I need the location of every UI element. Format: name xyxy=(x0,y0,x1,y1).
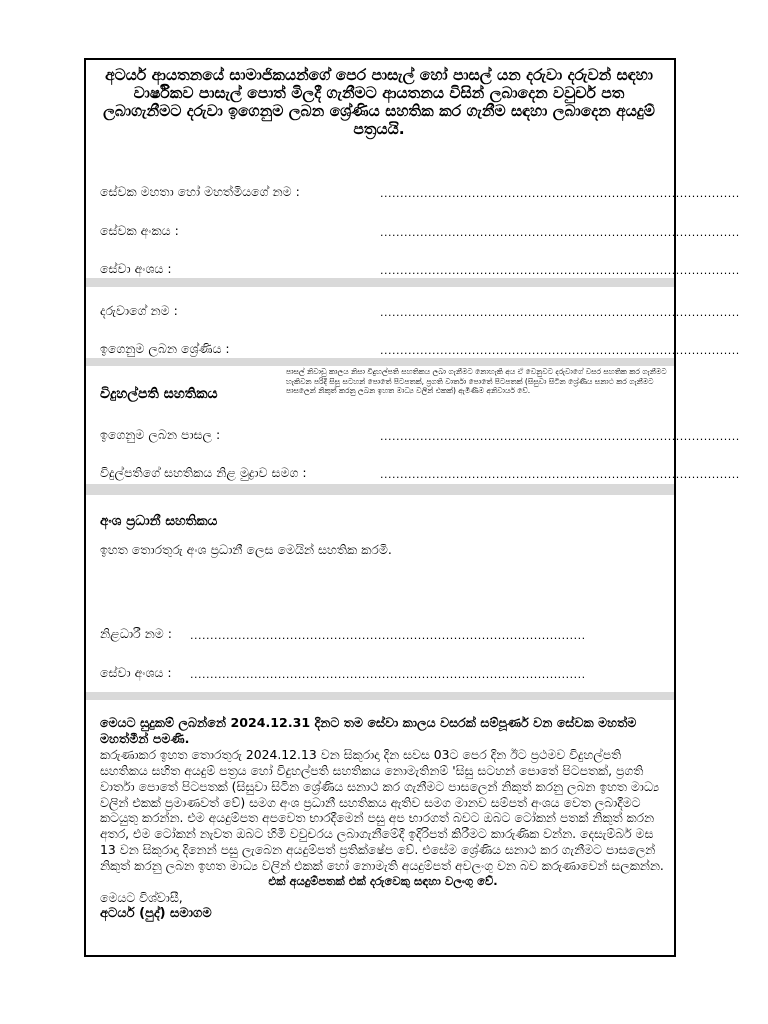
officer-name-label: නිළධාරී නම : xyxy=(100,626,172,641)
dept-cert-heading: අංශ ප්‍රධානී සහතිකය xyxy=(100,513,218,529)
school-line: .......................................................................................... xyxy=(380,430,740,443)
notice-heading: මෙයට සුදුකම් ලබන්නේ 2024.12.31 දිනට තම සේවා කාලය වසරක් සම්පූර්ණ වන සේවක මහත්ම මහත්මීන් පමණි. xyxy=(100,715,637,746)
notice-footnote: එක් අයදුම්පතක් එක් දරුවෙකු සඳහා වලංගු වේ. xyxy=(268,874,498,889)
separator-band-2 xyxy=(86,358,674,366)
principal-seal-label: විදුල්පතිගේ සහතිකය නිළ මුද්‍රාව සමග : xyxy=(100,465,307,480)
dept-cert-statement: ඉහත තොරතුරු අංශ ප්‍රධානී ලෙස මෙයින් සහතික කරමි. xyxy=(100,542,392,557)
child-name-label: දරුවාගේ නම : xyxy=(100,303,178,318)
separator-band-3 xyxy=(86,484,674,495)
form-title: අටයර් ආයතනයේ සාමාජිකයන්ගේ පෙර පාසැල් හෝ පාසල් යන දරුවා දරුවන් සඳහා වාර්ෂිකව පාසැල් පොත් මිලදී ගැනීමට ආයතනය විසින් ලබාදෙන වවුචර් පත ලබාගැනීමට දරුවා ඉගෙනුම ලබන ශ්‍රේණිය සහතික කර ගැනීම සඳහා ලබාදෙන අයදුම් පත්‍රයයි. xyxy=(103,66,655,138)
notice-closing: මෙයට විශ්වාසී, xyxy=(100,889,183,905)
employee-name-label: සේවක මහතා හෝ මහත්මියගේ නම : xyxy=(100,184,300,199)
notice-block xyxy=(100,715,666,922)
child-name-line: .......................................................................................... xyxy=(380,306,740,319)
principal-seal-line: .......................................................................................... xyxy=(380,468,740,481)
employee-name-line: .......................................................................................... xyxy=(380,187,740,200)
notice-signature: අටයර් (පුද්) සමාගම xyxy=(100,905,212,921)
officer-name-line: ................................................................................................... xyxy=(190,629,586,642)
grade-line: .......................................................................................... xyxy=(380,344,740,357)
separator-band-4 xyxy=(86,692,674,700)
employee-number-label: සේවක අංකය : xyxy=(100,223,179,238)
service-section-line: .......................................................................................... xyxy=(380,264,740,277)
service-section-label: සේවා අංශය : xyxy=(100,261,172,276)
grade-label: ඉගෙනුම ලබන ශ්‍රේණිය : xyxy=(100,341,230,356)
school-label: ඉගෙනුම ලබන පාසල : xyxy=(100,427,221,442)
notice-body: කරුණාකර ඉහත තොරතුරු 2024.12.13 වන සිකුරාදා දින සවස 03ට පෙර දින ඊට ප්‍රථමව විදුහල්පති සහතිකය සහිත අයදුම් පත්‍රය හෝ විදුහල්පති සහතිකය නොමැතිනම් 'සිසු සටහන් පොතේ පිටපතක්, ප්‍රගති වාර්තා පොතේ පිටපතක් (සිසුවා සිටින ශ්‍රේණිය සනාථ කර ගැනීමට පාසලෙන් නිකුත් කරනු ලබන ඉහත මාධ්‍ය වලින් එකක් ප්‍රමාණවත් වේ) සමග අංශ ප්‍රධානී සහතිකය ඇතිව සමග මානව සම්පත් අංශය වෙත ලබාදීමට කටයුතු කරන්න. එම අයදුම්පත අපවෙත භාරදීමෙන් පසු අප භාරගත් බවට ඔබට ටෝකන් පතක් නිකුත් කරන අතර, එම ටෝකන් නැවත ඔබට හිමි වවුචරය ලබාගැනීමේදී ඉදිරිපත් කිරීමට කාරුණික වන්න. දෙසැම්බර් මස 13 වන සිකුරාදා දිනෙන් පසු ලැබෙන අයදුම්පත් ප්‍රතික්ෂේප වේ. එසේම ශ්‍රේණිය සනාථ කර ගැනීමට පාසලෙන් නිකුත් කරනු ලබන ඉහත මාධ්‍ය වලින් එකක් හෝ නොමැති අයදුම්පත් අවලංගු වන බව කරුණාවෙන් සලකන්න. xyxy=(100,746,664,874)
principal-cert-note: පාසල් නිවාඩු කාලය නිසා විදුහල්පති සහතිකය ලබා ගැනීමට නොහැකි අය ඒ වෙනුවට දරුවාගේ වසර සහතික කර ගැනීමට හැකිවන පරිදි සිසු සටහන් පොතේ පිටපතක්, ප්‍රගති වාර්තා පොතේ පිටපතක් (සිසුවා සිටින ශ්‍රේණිය සනාථ කර ගැනීමට පාසලෙන් නිකුත් කරනු ලබන ඉහත මාධ්‍ය වලින් එකක්) ඇමිණීම අනිවාර්ය වේ. xyxy=(286,367,667,396)
dept-service-section-label: සේවා අංශය : xyxy=(100,665,172,680)
principal-cert-heading: විදුහල්පති සහතිකය xyxy=(100,386,218,402)
employee-number-line: .......................................................................................... xyxy=(380,226,740,239)
dept-service-section-line: ................................................................................................... xyxy=(190,668,586,681)
separator-band-1 xyxy=(86,278,674,287)
